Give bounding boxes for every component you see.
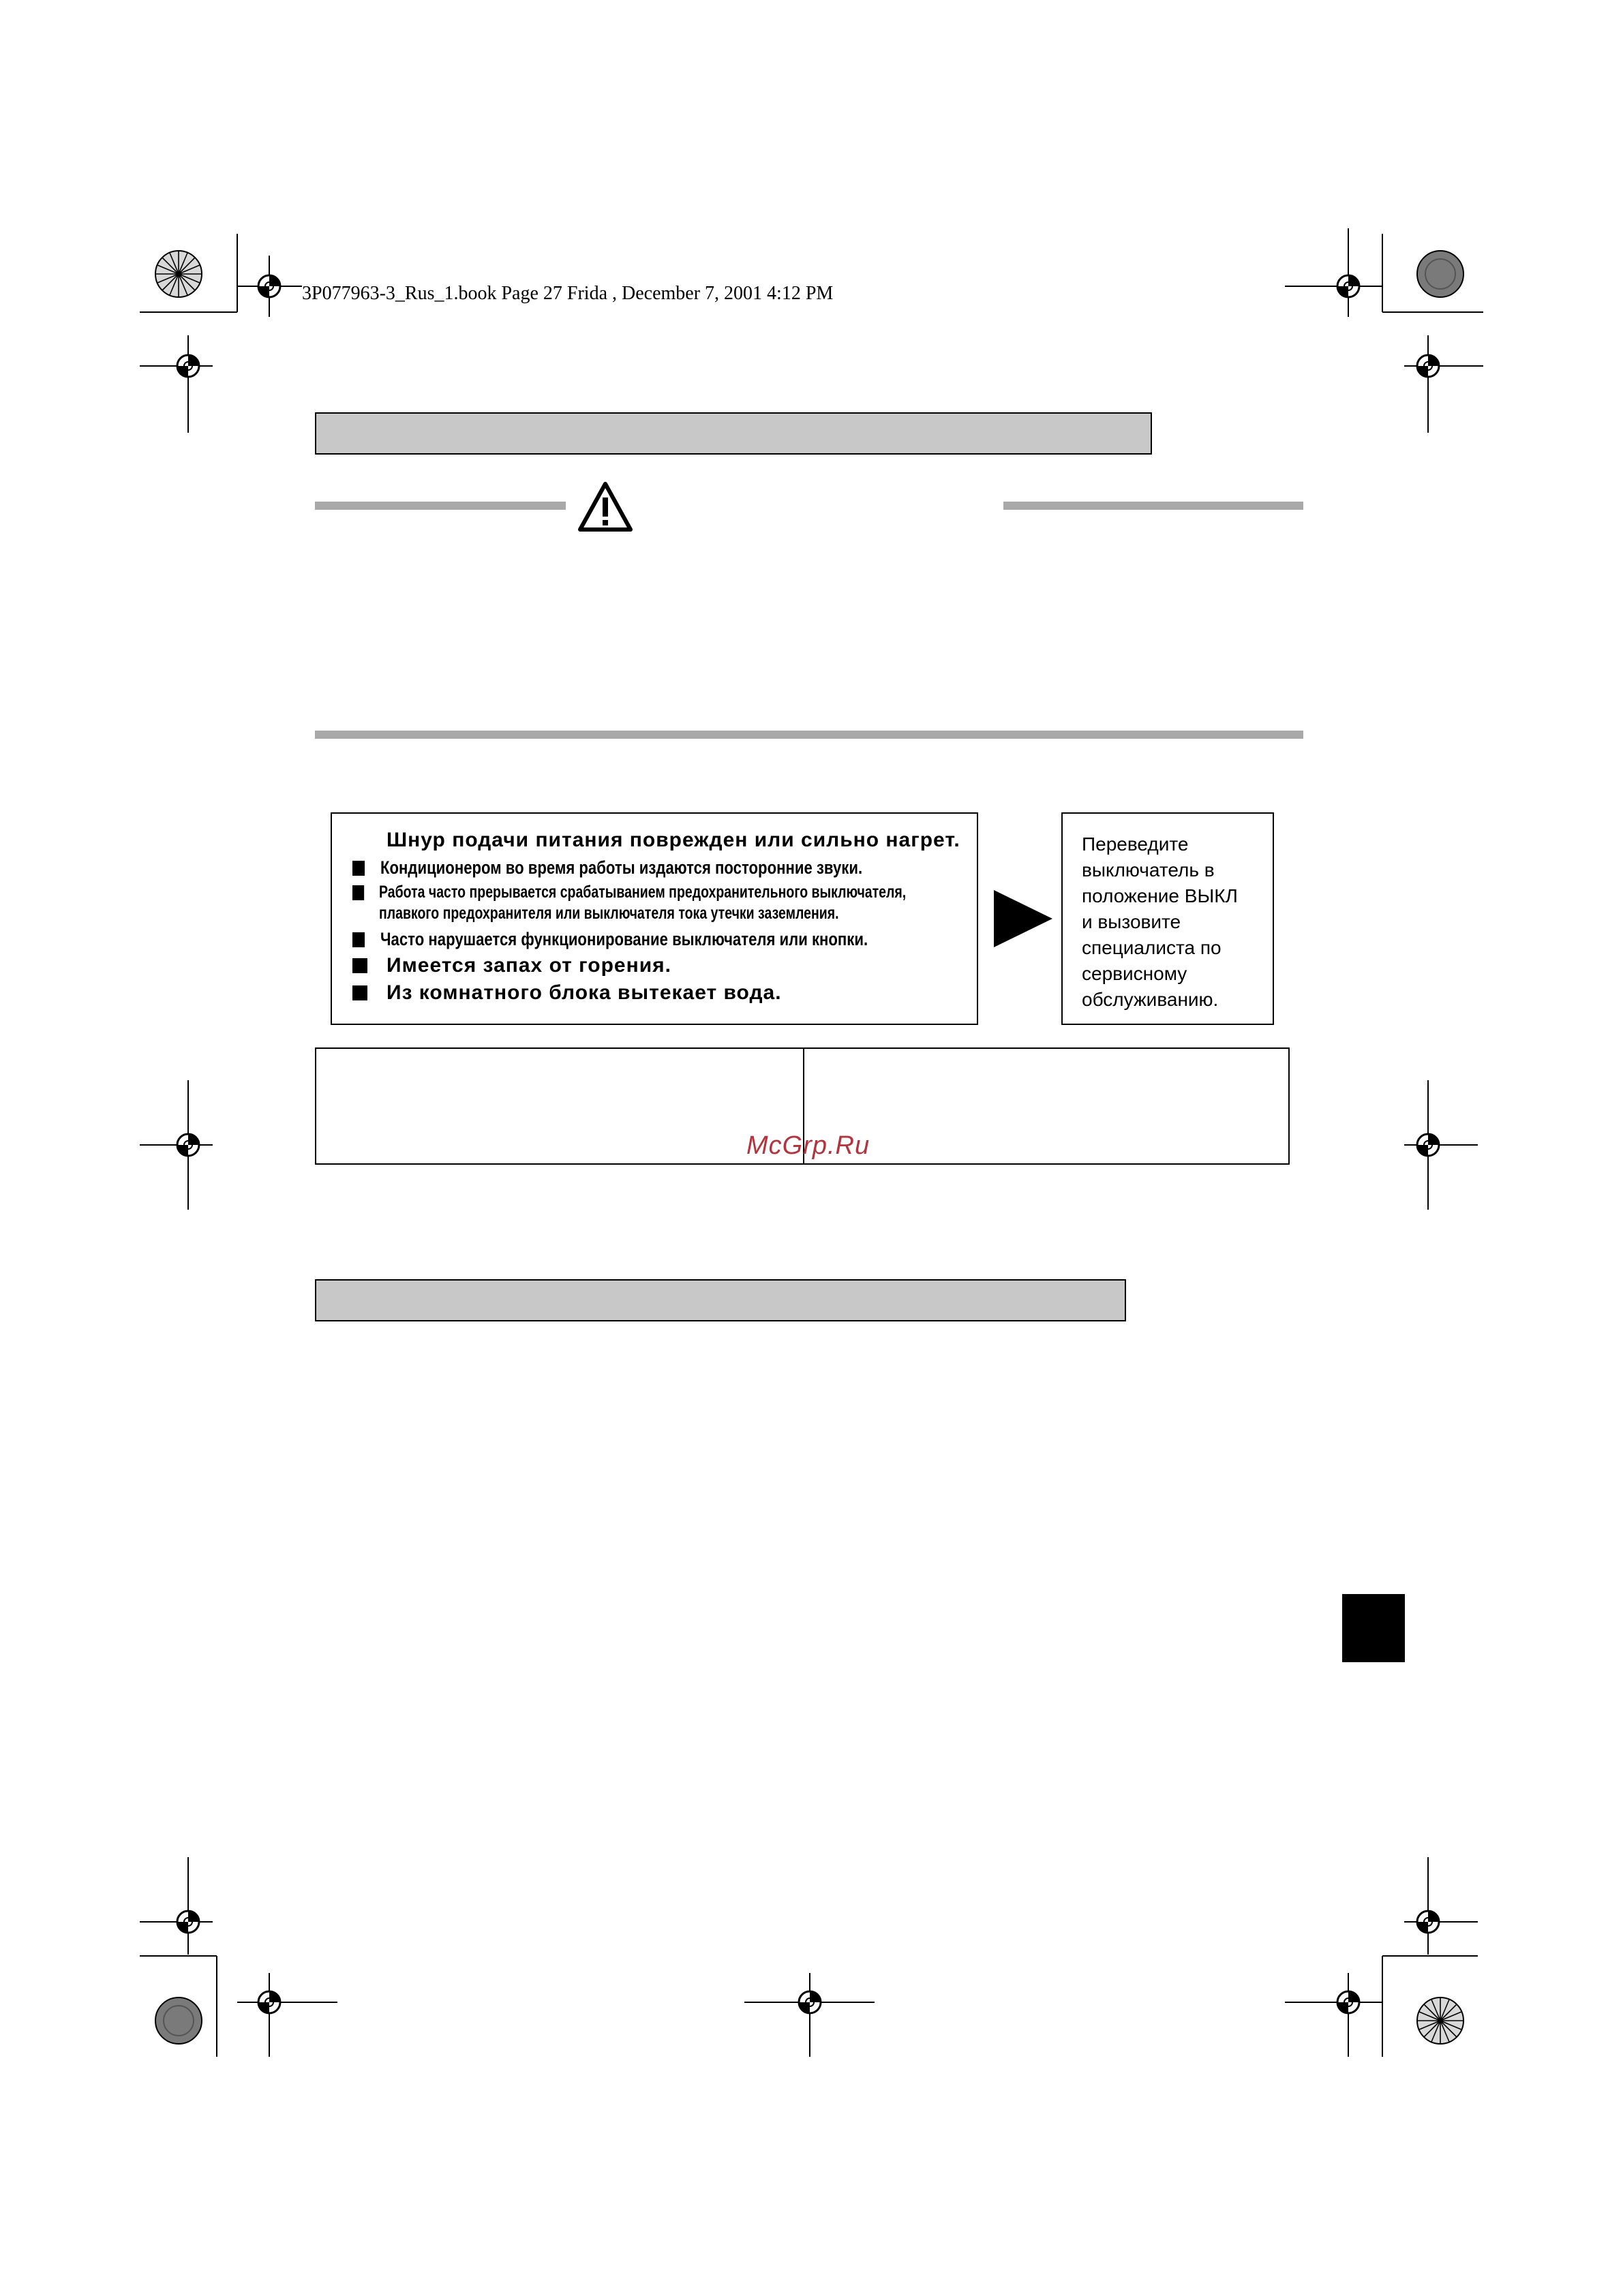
action-line: обслуживанию. (1082, 989, 1219, 1010)
bullet-square-icon (352, 885, 364, 900)
registration-mark-icon (1417, 355, 1439, 377)
bullet-square-icon (352, 958, 367, 973)
list-item: Кондиционером во время работы издаются посторонние звуки. (352, 859, 975, 877)
file-info-header: 3P077963-3_Rus_1.book Page 27 Frida , December 7, 2001 4:12 PM (302, 283, 834, 304)
page-thumb-tab (1342, 1594, 1405, 1662)
symptom-list-box (331, 812, 978, 1025)
section-heading-bar-bottom (315, 1279, 1126, 1321)
list-item: Имеется запах от горения. (352, 955, 956, 976)
registration-mark-icon (177, 355, 199, 377)
list-item: Из комнатного блока вытекает вода. (352, 983, 956, 1003)
warning-rule-left (315, 502, 566, 510)
section-heading-bar-top (315, 412, 1152, 455)
list-item-continuation: плавкого предохранителя или выключателя тока утечки заземления. (379, 904, 839, 923)
action-instruction-box (1061, 812, 1274, 1025)
registration-mark-icon (177, 1911, 199, 1933)
action-line: и вызовите (1082, 911, 1181, 932)
bullet-square-icon (352, 861, 365, 876)
watermark-text: McGrp.Ru (746, 1131, 870, 1160)
registration-mark-icon (1337, 275, 1359, 297)
warning-rule-right (1003, 502, 1303, 510)
action-line: сервисному (1082, 963, 1187, 984)
warning-rule-bottom (315, 731, 1303, 739)
registration-mark-icon (177, 1134, 199, 1156)
warning-triangle-icon (577, 480, 634, 532)
action-line: положение ВЫКЛ (1082, 885, 1238, 906)
action-line: специалиста по (1082, 937, 1222, 958)
starburst-target-icon (1417, 251, 1463, 297)
starburst-target-icon (155, 251, 202, 297)
starburst-target-icon (1417, 1997, 1463, 2044)
list-item: Часто нарушается функционирование выключателя или кнопки. (352, 930, 975, 949)
bullet-square-icon (352, 985, 367, 1000)
arrow-right-icon (994, 890, 1055, 947)
symptom-title: Шнур подачи питания поврежден или сильно нагрет. (386, 829, 960, 851)
registration-mark-icon (799, 1991, 821, 2013)
action-line: Переведите (1082, 833, 1189, 855)
registration-mark-icon (1417, 1911, 1439, 1933)
starburst-target-icon (155, 1997, 202, 2044)
registration-mark-icon (1337, 1991, 1359, 2013)
list-item: Работа часто прерывается срабатыванием предохранительного выключателя, (352, 884, 968, 901)
bullet-square-icon (352, 932, 365, 947)
registration-mark-icon (1417, 1134, 1439, 1156)
registration-mark-icon (258, 275, 280, 297)
action-line: выключатель в (1082, 859, 1215, 881)
registration-mark-icon (258, 1991, 280, 2013)
